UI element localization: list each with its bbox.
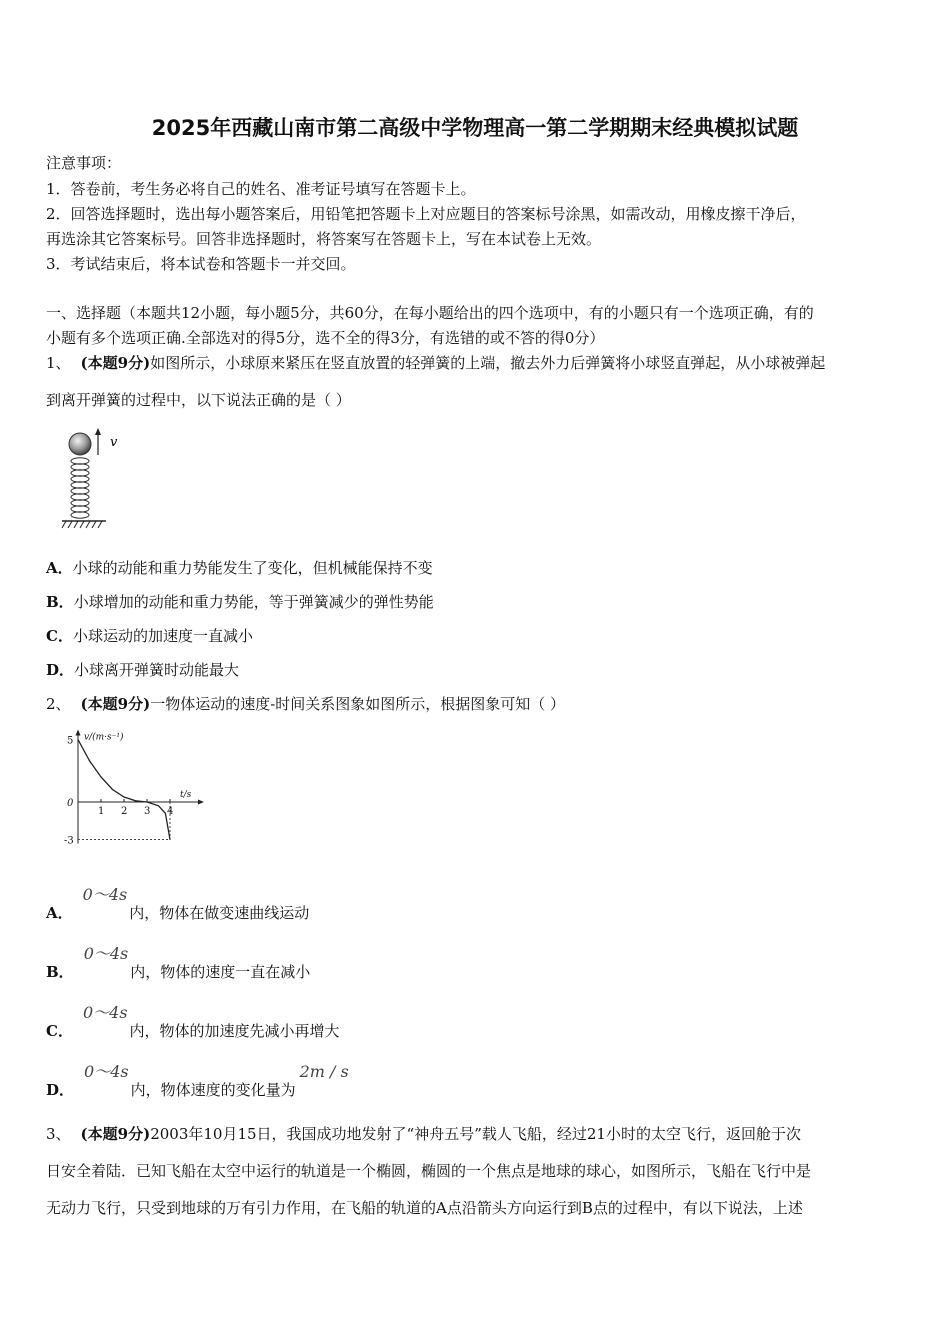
option-extra: 2m / s	[299, 1062, 349, 1081]
q1-line-2: 到离开弹簧的过程中，以下说法正确的是（ ）	[46, 391, 351, 409]
q3-line-1	[46, 1123, 801, 1144]
option-label: A．	[46, 559, 73, 577]
option-text: 内，物体速度的变化量为	[130, 1081, 296, 1099]
option-label: B．	[46, 593, 74, 611]
q2-option-a[interactable]	[46, 884, 310, 922]
data-point	[89, 760, 90, 761]
q3-score: (本题9分)	[80, 1125, 151, 1143]
notice-line-1: 1．答卷前，考生务必将自己的姓名、准考证号填写在答题卡上。	[46, 180, 476, 198]
q2-text-1: 一物体运动的速度-时间关系图象如图所示，根据图象可知（ ）	[150, 695, 566, 713]
notice-heading: 注意事项：	[46, 154, 122, 172]
data-point	[158, 805, 159, 806]
option-label: D．	[46, 661, 75, 679]
q1-number: 1、	[46, 354, 71, 372]
ball	[69, 433, 91, 455]
velocity-label: v	[110, 435, 118, 450]
data-point	[135, 800, 136, 801]
option-text: 小球的动能和重力势能发生了变化，但机械能保持不变	[72, 559, 433, 577]
option-text: 内，物体的加速度先减小再增大	[129, 1022, 340, 1040]
option-range: 0～4s	[82, 1003, 128, 1022]
option-range: 0～4s	[82, 885, 128, 904]
data-point	[123, 796, 124, 797]
q1-line-1	[46, 352, 825, 373]
y-axis-arrow	[76, 730, 81, 736]
q1-option-c[interactable]	[46, 625, 253, 646]
q1-option-d[interactable]	[46, 659, 239, 680]
x-tick-label: 4	[167, 806, 174, 817]
option-text: 小球增加的动能和重力势能，等于弹簧减少的弹性势能	[73, 593, 434, 611]
q3-number: 3、	[46, 1125, 71, 1143]
x-tick-label: 2	[121, 806, 128, 817]
ground	[62, 521, 106, 528]
spring	[71, 458, 89, 518]
q1-option-a[interactable]	[46, 557, 433, 578]
section-heading-line-2: 小题有多个选项正确.全部选对的得5分，选不全的得3分，有选错的或不答的得0分）	[46, 329, 605, 347]
origin-label: 0	[67, 798, 74, 809]
y-axis-label: v/(m·s⁻¹)	[84, 732, 124, 743]
q2-number: 2、	[46, 695, 71, 713]
q2-line-1	[46, 693, 565, 714]
option-label: C．	[46, 1022, 73, 1040]
spring-ball-figure	[60, 424, 140, 534]
data-point	[169, 839, 170, 840]
q2-score: (本题9分)	[80, 695, 151, 713]
data-point	[77, 739, 78, 740]
option-text: 内，物体的速度一直在减小	[130, 963, 311, 981]
notice-line-2: 2．回答选择题时，选出每小题答案后，用铅笔把答题卡上对应题目的答案标号涂黑，如需改动，用橡皮擦干净后，	[46, 205, 806, 223]
q3-line-2: 日安全着陆．已知飞船在太空中运行的轨道是一个椭圆，椭圆的一个焦点是地球的球心，如图所示，飞船在飞行中是	[46, 1162, 812, 1180]
data-point	[100, 776, 101, 777]
section-heading-line-1: 一、选择题（本题共12小题，每小题5分，共60分，在每小题给出的四个选项中，有的小题只有一个选项正确，有的	[46, 304, 814, 322]
q2-option-d[interactable]	[46, 1061, 349, 1099]
option-label: A．	[46, 904, 73, 922]
data-point	[112, 789, 113, 790]
x-tick-label: 3	[144, 806, 151, 817]
page-title: 2025年西藏山南市第二高级中学物理高一第二学期期末经典模拟试题	[151, 116, 799, 140]
option-range: 0～4s	[83, 944, 129, 963]
option-label: B．	[46, 963, 74, 981]
q1-score: (本题9分)	[80, 354, 151, 372]
data-point	[165, 813, 166, 814]
q2-option-b[interactable]	[46, 943, 311, 981]
velocity-arrowhead	[95, 428, 101, 435]
option-label: C．	[46, 627, 73, 645]
q3-text-1: 2003年10月15日，我国成功地发射了“神舟五号”载人飞船，经过21小时的太空飞行，返回舱于次	[150, 1125, 801, 1143]
option-text: 小球运动的加速度一直减小	[72, 627, 253, 645]
y-tick-label: 5	[67, 735, 74, 747]
q3-line-3: 无动力飞行，只受到地球的万有引力作用，在飞船的轨道的A点沿箭头方向运行到B点的过程中，有以下说法，上述	[46, 1199, 803, 1217]
x-tick-label: 1	[98, 806, 105, 817]
q2-option-c[interactable]	[46, 1002, 340, 1040]
q1-text-1: 如图所示，小球原来紧压在竖直放置的轻弹簧的上端，撤去外力后弹簧将小球竖直弹起，从小球被弹起	[150, 354, 826, 372]
q1-option-b[interactable]	[46, 591, 434, 612]
option-label: D．	[46, 1081, 75, 1099]
option-range: 0～4s	[84, 1062, 129, 1081]
x-axis-label: t/s	[180, 790, 192, 800]
velocity-curve	[78, 740, 170, 840]
option-text: 内，物体在做变速曲线运动	[129, 904, 310, 922]
notice-line-3: 再选涂其它答案标号。回答非选择题时，将答案写在答题卡上，写在本试卷上无效。	[46, 230, 602, 248]
data-point	[146, 801, 147, 802]
notice-line-4: 3．考试结束后，将本试卷和答题卡一并交回。	[46, 255, 356, 273]
y-tick-label: -3	[64, 835, 74, 847]
option-text: 小球离开弹簧时动能最大	[74, 661, 240, 679]
x-axis-arrow	[198, 800, 204, 805]
velocity-time-chart	[62, 728, 222, 848]
